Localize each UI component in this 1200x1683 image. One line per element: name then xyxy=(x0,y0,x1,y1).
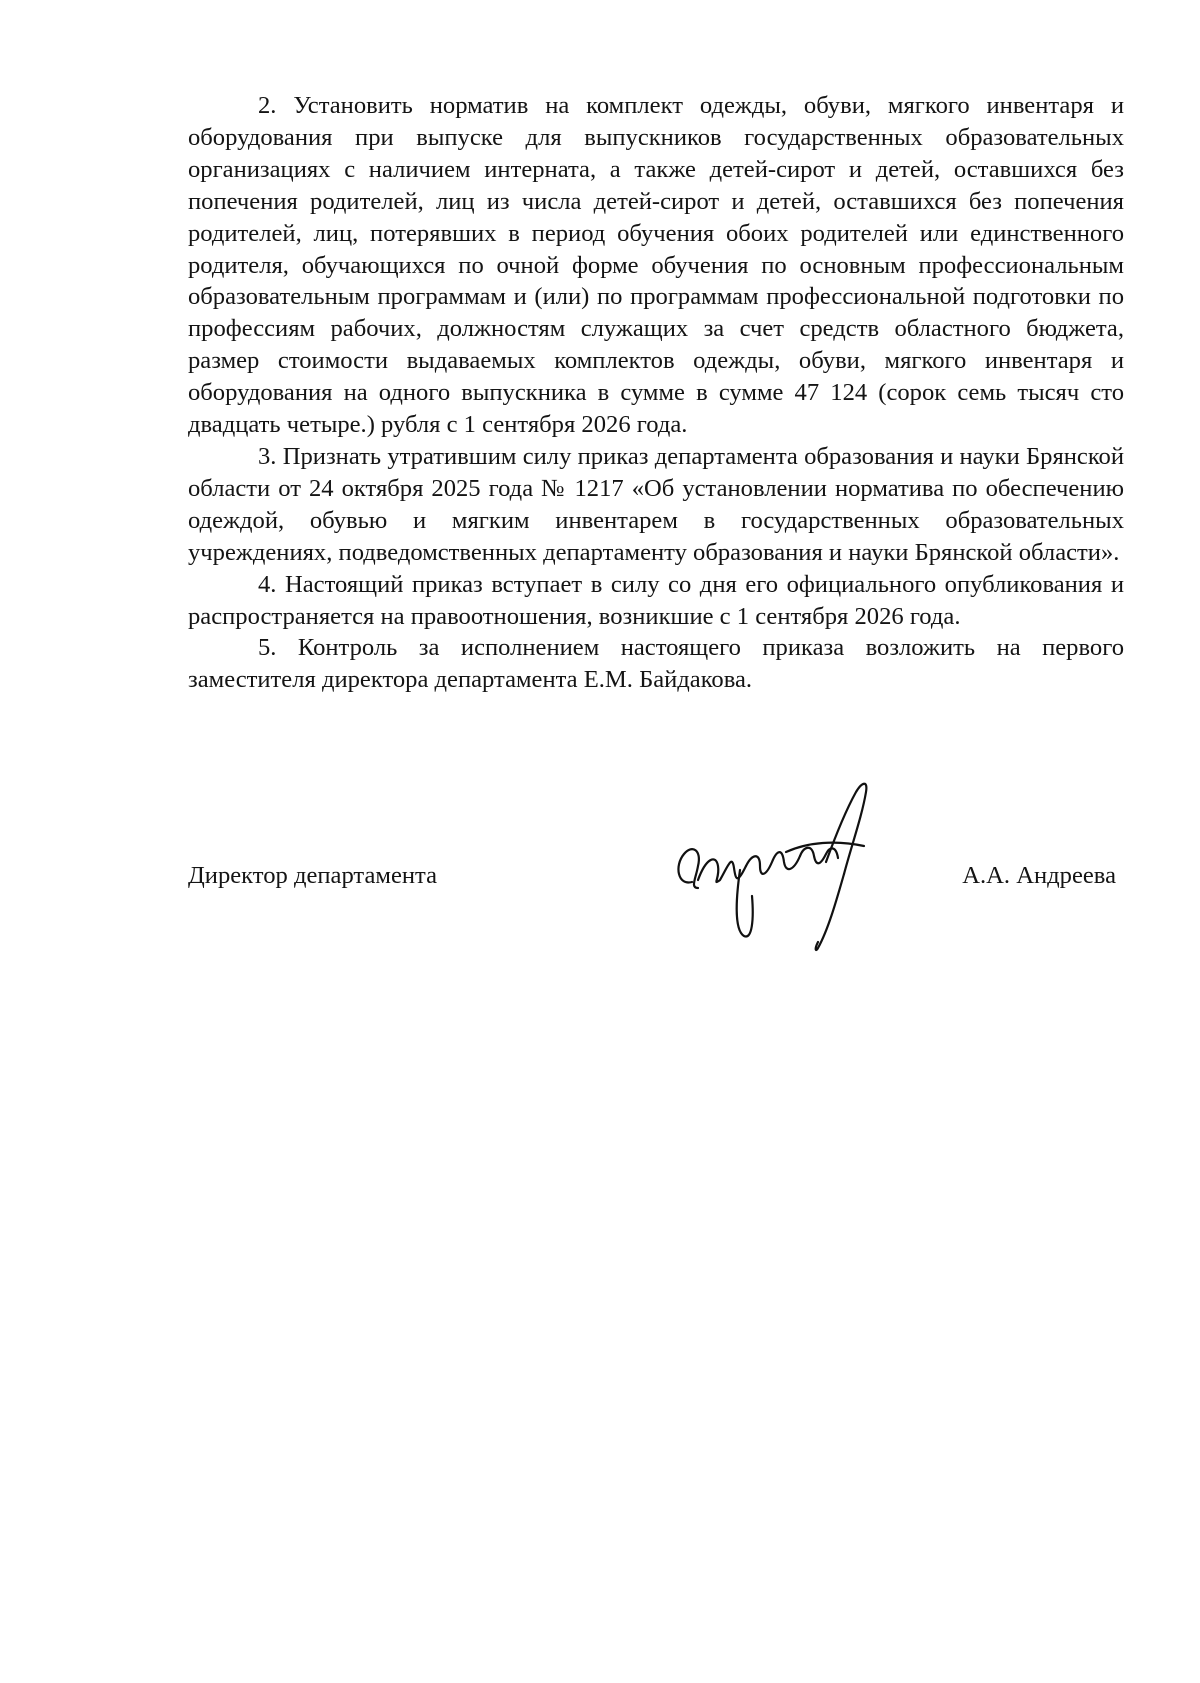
paragraph-4: 4. Настоящий приказ вступает в силу со дня его официального опубликования и распространяется на правоотношения, возникшие с 1 сентября 2026 года. xyxy=(188,570,1124,630)
paragraph-3: 3. Признать утратившим силу приказ департамента образования и науки Брянской области от 24 октября 2025 года № 1217 «Об установлении норматива по обеспечению одеждой, обувью и мягким инвентарем в государственных образовательных учреждениях, подведомственных департаменту образования и науки Брянской области». xyxy=(188,442,1124,566)
paragraph-2: 2. Установить норматив на комплект одежды, обуви, мягкого инвентаря и оборудования при выпуске для выпускников государственных образовательных организациях с наличием интерната, а также детей-сирот и детей, оставшихся без попечения родителей, лиц из числа детей-сирот и детей, оставшихся без попечения родителей, лиц, потерявших в период обучения обоих родителей или единственного родителя, обучающихся по очной форме обучения по основным профессиональным образовательным программам и (или) по программам профессиональной подготовки по профессиям рабочих, должностям служащих за счет средств областного бюджета, размер стоимости выдаваемых комплектов одежды, обуви, мягкого инвентаря и оборудования на одного выпускника в сумме в сумме 47 124 (сорок семь тысяч сто двадцать четыре.) рубля с 1 сентября 2026 года. xyxy=(188,92,1124,439)
signature-block xyxy=(188,860,1124,900)
decree-body xyxy=(188,90,1124,696)
signatory-name: А.А. Андреева xyxy=(962,862,1116,889)
signatory-position: Директор департамента xyxy=(188,862,437,889)
paragraph-5: 5. Контроль за исполнением настоящего приказа возложить на первого заместителя директора департамента Е.М. Байдакова. xyxy=(188,634,1124,694)
